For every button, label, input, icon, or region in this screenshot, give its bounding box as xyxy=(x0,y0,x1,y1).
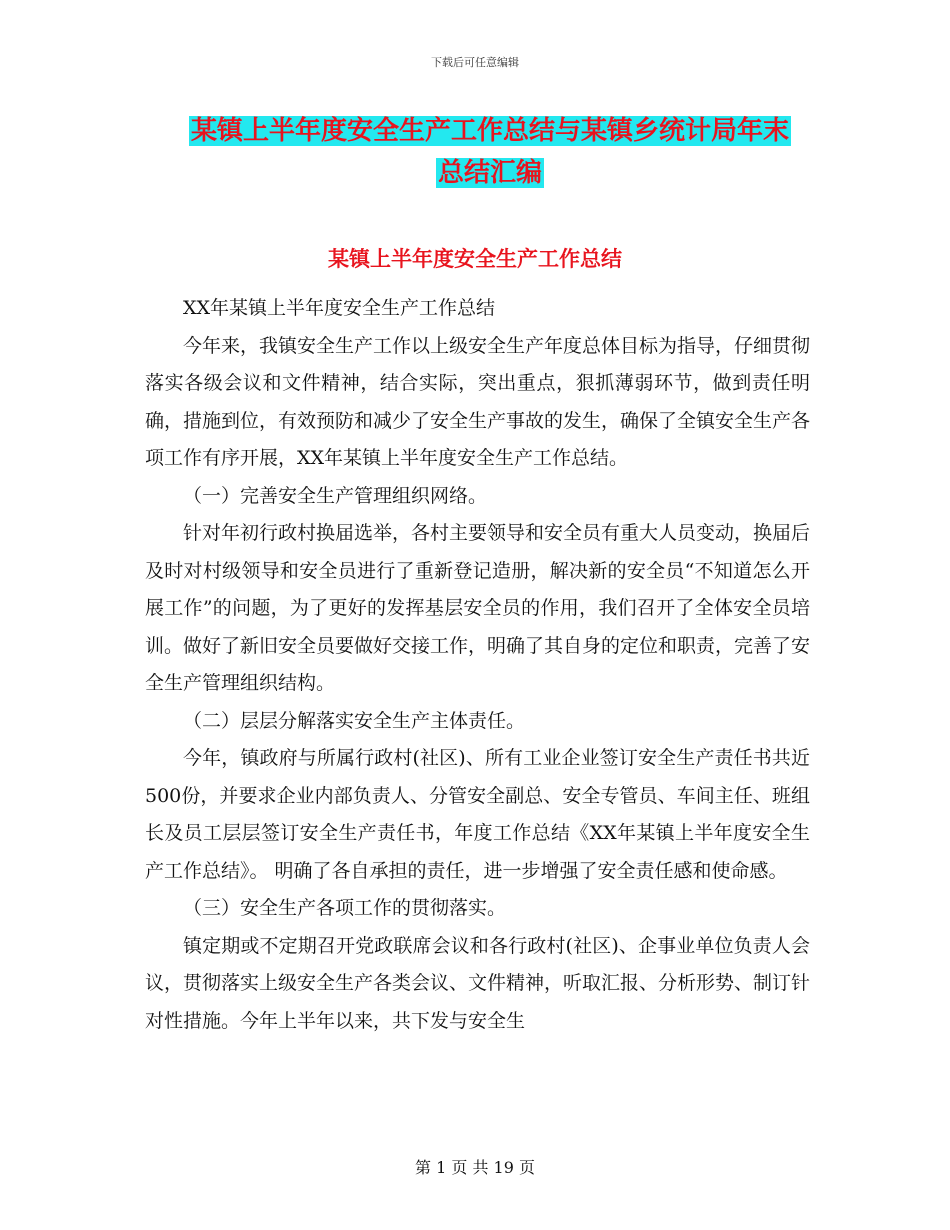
main-title-line-1: 某镇上半年度安全生产工作总结与某镇乡统计局年末 xyxy=(190,116,789,146)
paragraph: 针对年初行政村换届选举，各村主要领导和安全员有重大人员变动，换届后及时对村级领导和安全员进行了重新登记造册，解决新的安全员“不知道怎么开展工作”的问题，为了更好的发挥基层安全员的作用，我们召开了全体安全员培训。做好了新旧安全员要做好交接工作，明确了其自身的定位和职责，完善了安全生产管理组织结构。 xyxy=(145,522,811,694)
section-title: 某镇上半年度安全生产工作总结 xyxy=(328,247,622,271)
document-body xyxy=(145,290,810,1040)
document-main-title xyxy=(150,110,830,194)
main-title-line-2: 总结汇编 xyxy=(437,158,542,188)
header-note: 下载后可任意编辑 xyxy=(431,56,519,69)
paragraph-heading: （二）层层分解落实安全生产主体责任。 xyxy=(183,709,526,732)
paragraph: 镇定期或不定期召开党政联席会议和各行政村(社区)、企事业单位负责人会议，贯彻落实上级安全生产各类会议、文件精神，听取汇报、分析形势、制订针对性措施。今年上半年以来，共下发与安全生 xyxy=(145,934,811,1032)
paragraph: 今年来，我镇安全生产工作以上级安全生产年度总体目标为指导，仔细贯彻落实各级会议和文件精神，结合实际，突出重点，狠抓薄弱环节，做到责任明确，措施到位，有效预防和减少了安全生产事故的发生，确保了全镇安全生产各项工作有序开展，XX年某镇上半年度安全生产工作总结。 xyxy=(145,334,811,469)
page-number-footer: 第 1 页 共 19 页 xyxy=(415,1158,535,1177)
paragraph: 今年，镇政府与所属行政村(社区)、所有工业企业签订安全生产责任书共近500份，并要求企业内部负责人、分管安全副总、安全专管员、车间主任、班组长及员工层层签订安全生产责任书，年度工作总结《XX年某镇上半年度安全生产工作总结》。 明确了各自承担的责任，进一步增强了安全责任感和使命感。 xyxy=(145,747,810,882)
paragraph-heading: （三）安全生产各项工作的贯彻落实。 xyxy=(183,897,507,919)
paragraph-heading: （一）完善安全生产管理组织网络。 xyxy=(183,484,488,507)
paragraph: XX年某镇上半年度安全生产工作总结 xyxy=(183,297,496,319)
